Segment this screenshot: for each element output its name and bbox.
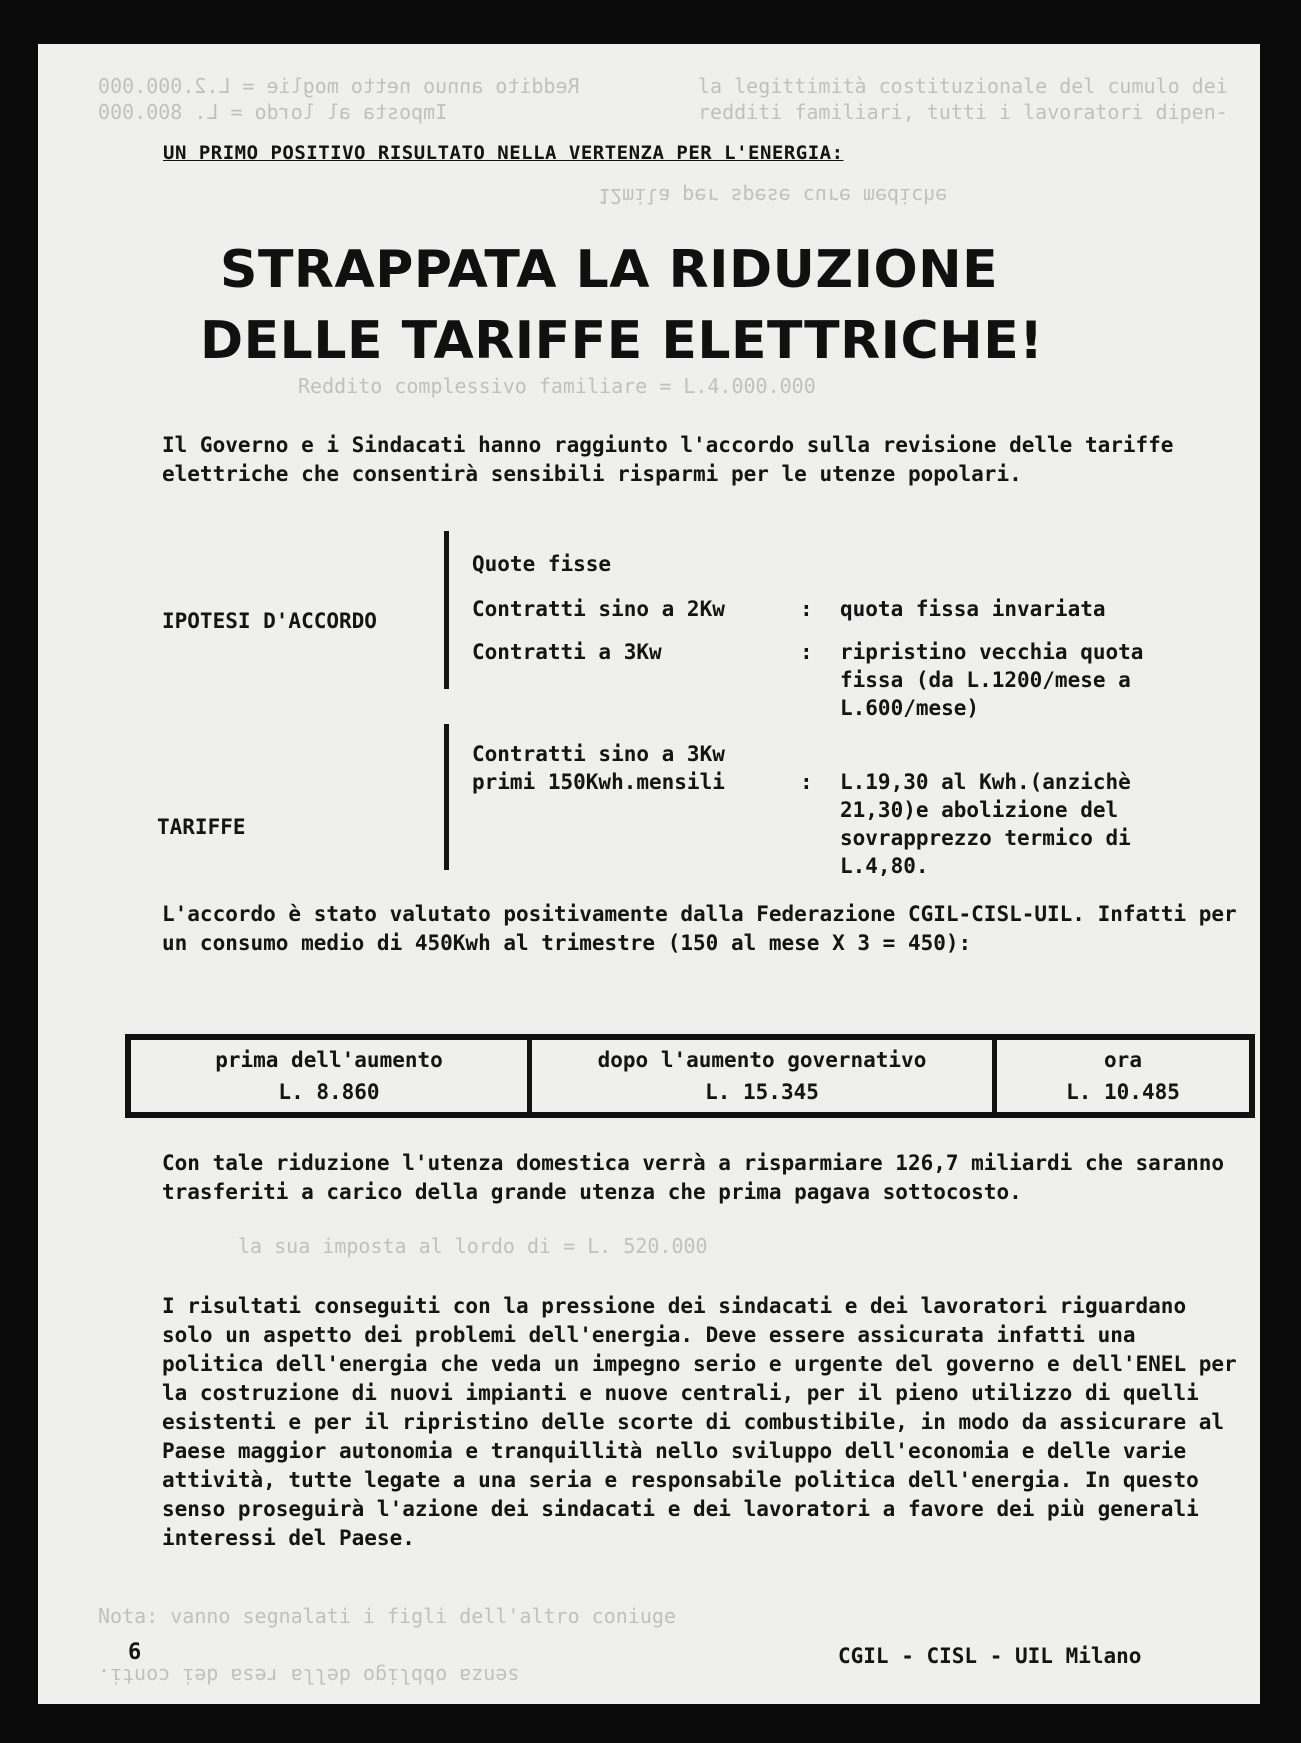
evaluation-paragraph: L'accordo è stato valutato positivamente dalla Federazione CGIL-CISL-UIL. Infatti per un consumo medio di 450Kwh al trimestre (150 al mese X 3 = 450): [162,902,1237,955]
accordo-row-sep: : [800,640,813,664]
accordo-row-right: ripristino vecchia quota [840,640,1144,664]
page-number: 6 [128,1640,142,1665]
tariffe-right: L.19,30 al Kwh.(anzichè [840,770,1131,794]
intro-paragraph: Il Governo e i Sindacati hanno raggiunto l'accordo sulla revisione delle tariffe elettriche che consentirà sensibili risparmi per le utenze popolari. [162,433,1174,486]
comparison-label: prima dell'aumento [215,1048,443,1072]
show-through-line: Reddito annuo netto moglie = L.2.000.000 [98,74,580,98]
document-page [38,44,1260,1704]
accordo-row-left: Contratti sino a 2Kw [472,597,725,621]
tariffe-right: sovrapprezzo termico di [840,826,1131,850]
tariffe-right: L.4,80. [840,854,929,878]
tariffe-left: primi 150Kwh.mensili [472,770,725,794]
tariffe-right: 21,30)e abolizione del [840,798,1119,822]
accordo-row-left: Contratti a 3Kw [472,640,662,664]
accordo-row-right: L.600/mese) [840,696,980,720]
show-through-line: Imposta al lordo = L. 800.000 [98,100,448,124]
show-through-line: Nota: vanno segnalati i figli dell'altro coniuge [98,1604,676,1628]
tariffe-sep: : [800,770,813,794]
tariffe-divider [444,724,449,870]
comparison-label: ora [1104,1048,1142,1072]
signature: CGIL - CISL - UIL Milano [838,1644,1142,1668]
comparison-table [125,1034,1255,1118]
show-through-line: Reddito complessivo familiare = L.4.000.000 [298,374,816,398]
comparison-cell [992,1040,1249,1112]
show-through-line: redditi familiari, tutti i lavoratori dipen- [698,100,1228,124]
accordo-label: IPOTESI D'ACCORDO [162,609,377,633]
accordo-row-right: fissa (da L.1200/mese a [840,668,1131,692]
closing-paragraph: I risultati conseguiti con la pressione dei sindacati e dei lavoratori riguardano solo un aspetto dei problemi dell'energia. Deve essere assicurata infatti una politica dell'energia che veda un impegno serio e urgente del governo e dell'ENEL per la costruzione di nuovi impianti e nuove centrali, per il pieno utilizzo di quelli esistenti e per il ripristino delle scorte di combustibile, in modo da assicurare al Paese maggior autonomia e tranquillità nello sviluppo dell'economia e delle varie attività, tutte legate a una seria e responsabile politica dell'energia. In questo senso proseguirà l'azione dei sindacati e dei lavoratori a favore dei più generali interessi del Paese. [162,1294,1237,1550]
comparison-cell [131,1040,527,1112]
show-through-line: 12mila per spese cure mediche [598,184,948,208]
comparison-label: dopo l'aumento governativo [597,1048,927,1072]
savings-paragraph: Con tale riduzione l'utenza domestica verrà a risparmiare 126,7 miliardi che saranno trasferiti a carico della grande utenza che prima pagava sottocosto. [162,1151,1225,1204]
show-through-line: la sua imposta al lordo di = L. 520.000 [238,1234,708,1258]
headline-line-1: STRAPPATA LA RIDUZIONE [220,240,999,300]
accordo-heading: Quote fisse [472,552,612,576]
comparison-value: L. 15.345 [705,1080,819,1104]
comparison-cell [527,1040,992,1112]
headline-line-2: DELLE TARIFFE ELETTRICHE! [200,311,1044,371]
accordo-row-right: quota fissa invariata [840,597,1106,621]
accordo-row-sep: : [800,597,813,621]
tariffe-label: TARIFFE [157,815,246,839]
accordo-divider [444,531,449,689]
show-through-line: la legittimità costituzionale del cumulo dei [698,74,1228,98]
comparison-value: L. 8.860 [278,1080,380,1104]
tariffe-left: Contratti sino a 3Kw [472,742,725,766]
show-through-line: senza obbligo della resa dei conti. [98,1664,520,1688]
kicker-line: UN PRIMO POSITIVO RISULTATO NELLA VERTENZA PER L'ENERGIA: [163,142,844,164]
comparison-value: L. 10.485 [1066,1080,1180,1104]
